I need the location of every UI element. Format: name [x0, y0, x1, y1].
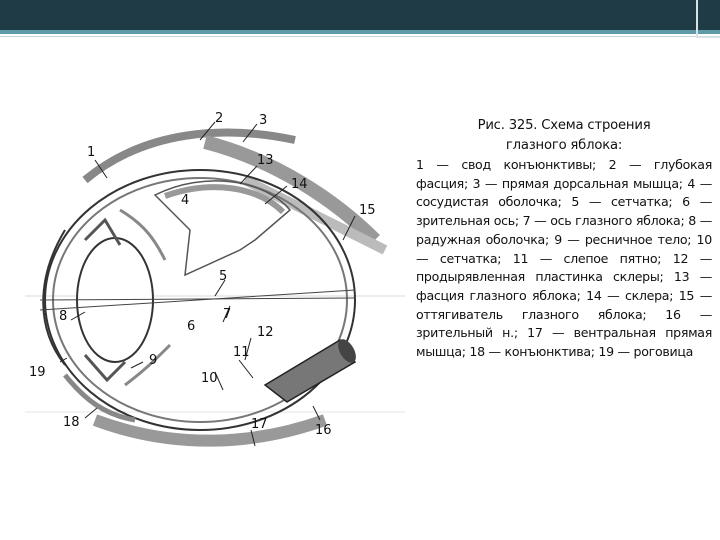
- label-8: 8: [59, 309, 68, 324]
- label-12: 12: [257, 325, 274, 340]
- label-10: 10: [201, 371, 218, 386]
- eyeball-diagram-svg: [25, 100, 405, 470]
- slide-corner-decoration: [696, 0, 720, 38]
- label-19: 19: [29, 365, 46, 380]
- label-18: 18: [63, 415, 80, 430]
- label-6: 6: [187, 319, 196, 334]
- slide-header-rule: [0, 36, 720, 37]
- caption-title-line-2: глазного яблока:: [505, 138, 623, 153]
- label-15: 15: [359, 203, 376, 218]
- label-17: 17: [251, 417, 268, 432]
- caption-legend-text: 1 — свод конъюнктивы; 2 — глубокая фасция; 3 — прямая дорсальная мышца; 4 — сосудистая оболочка; 5 — сетчатка; 6 — зрительная ось; 7 — ось глазного яблока; 8 — радужная оболочка; 9 — ресничное тело; 10 — сетчатка; 11 — слепое пятно; 12 — продырявленная пластинка склеры; 13 — фасция глазного яблока; 14 — склера; 15 — оттягиватель глазного яблока; 16 — зрительный н.; 17 — вентральная прямая мышца; 18 — конъюнктива; 19 — роговица: [416, 157, 712, 360]
- caption-title-line-1: Рис. 325. Схема строения: [477, 118, 651, 133]
- label-14: 14: [291, 177, 308, 192]
- label-3: 3: [259, 113, 268, 128]
- label-1: 1: [87, 145, 96, 160]
- eyeball-diagram: [25, 100, 405, 470]
- label-4: 4: [181, 193, 190, 208]
- slide-header-bar: [0, 0, 720, 30]
- label-13: 13: [257, 153, 274, 168]
- label-16: 16: [315, 423, 332, 438]
- label-5: 5: [219, 269, 228, 284]
- label-2: 2: [215, 111, 224, 126]
- label-7: 7: [223, 307, 232, 322]
- slide-header-accent: [0, 30, 720, 34]
- figure-caption: [416, 116, 712, 362]
- label-9: 9: [149, 353, 158, 368]
- label-11: 11: [233, 345, 250, 360]
